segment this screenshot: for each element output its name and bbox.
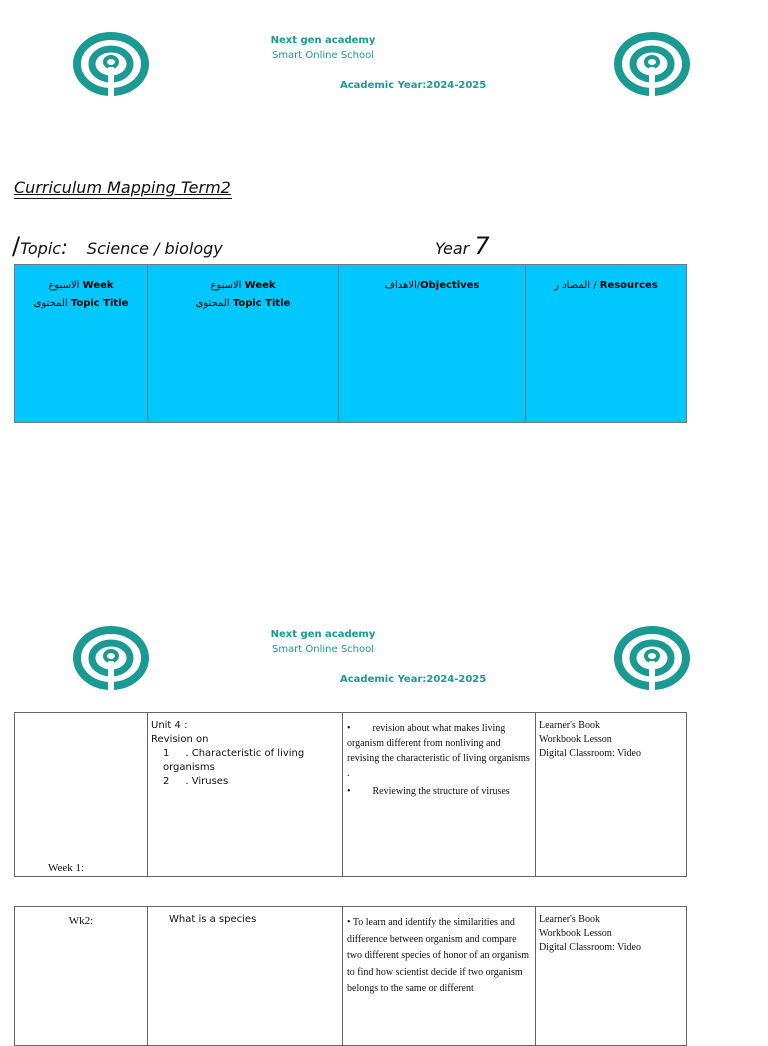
topic-value: Science / biology [86, 239, 223, 258]
week-label: Week [244, 280, 276, 291]
topic-item-1 [151, 747, 339, 775]
header-cell-week-topic-2 [148, 265, 339, 423]
school-header [250, 33, 396, 63]
objective-text: revision about what makes living organism different from nonliving and revising the characteristic of living organisms . [347, 723, 530, 779]
topic-label: Topic [20, 239, 62, 258]
topic-title-label: Topic Title [70, 298, 129, 309]
objectives-cell [343, 907, 536, 1046]
item-text: . Characteristic of living organisms [163, 748, 305, 773]
topic-colon: : [61, 235, 68, 259]
week-1-table [14, 712, 687, 877]
objective-text: Reviewing the structure of viruses [372, 786, 510, 797]
week-cell [15, 713, 148, 877]
year-line [435, 232, 490, 260]
resource-digital-classroom: Digital Classroom: Video [539, 942, 641, 953]
year-label: Year [435, 239, 470, 258]
week-2-table [14, 906, 687, 1046]
unit-label: Unit 4 : [151, 720, 188, 731]
week-ar-label: الاسبوع [210, 280, 242, 291]
document-title: Curriculum Mapping Term2 [14, 178, 231, 197]
resource-digital-classroom: Digital Classroom: Video [539, 748, 641, 759]
week-label: Wk2: [68, 915, 94, 927]
topic-slash: / [12, 232, 21, 260]
topic-text: What is a species [169, 914, 257, 925]
bullet: • [347, 786, 351, 797]
topic-cell [148, 907, 343, 1046]
header-cell-objectives [339, 265, 526, 423]
objectives-cell [343, 713, 536, 877]
school-name: Next gen academy [270, 35, 376, 46]
resources-label: Resources [599, 280, 658, 291]
topic-cell [148, 713, 343, 877]
item-text: . Viruses [185, 776, 229, 787]
item-number: 2 [163, 776, 170, 787]
topic-title-label: Topic Title [232, 298, 291, 309]
resource-workbook: Workbook Lesson [539, 734, 612, 745]
resources-cell [536, 713, 687, 877]
resource-learners-book: Learner's Book [539, 720, 600, 731]
school-header [250, 627, 396, 657]
school-subtitle: Smart Online School [271, 50, 375, 61]
academic-year: Academic Year:2024-2025 [340, 674, 487, 685]
header-cell-resources [526, 265, 687, 423]
school-subtitle: Smart Online School [271, 644, 375, 655]
topic-ar-label: المحتوى [33, 298, 68, 309]
topic-ar-label: المحتوى [195, 298, 230, 309]
item-number: 1 [163, 748, 170, 759]
academic-year: Academic Year:2024-2025 [340, 80, 487, 91]
school-logo-left [71, 31, 151, 97]
header-cell-week-topic-1 [15, 265, 148, 423]
topic-line [12, 232, 223, 260]
topic-item-2 [151, 775, 339, 789]
school-name: Next gen academy [270, 629, 376, 640]
objective-2 [347, 784, 531, 799]
week-label: Week [82, 280, 114, 291]
objectives-ar-label: الاهداف/ [384, 280, 421, 291]
year-value: 7 [474, 232, 490, 260]
resources-cell [536, 907, 687, 1046]
week-cell [15, 907, 148, 1046]
objectives-label: Objectives [420, 280, 480, 291]
school-logo-right [612, 31, 692, 97]
school-logo-left [71, 625, 151, 691]
objective-1 [347, 721, 531, 781]
resources-ar-label: المصاد ر [554, 280, 591, 291]
revision-label: Revision on [151, 734, 209, 745]
week-label: Week 1: [48, 862, 85, 874]
week-ar-label: الاسبوع [48, 280, 80, 291]
school-logo-right [612, 625, 692, 691]
curriculum-header-table [14, 264, 687, 423]
bullet: • [347, 723, 351, 734]
resource-workbook: Workbook Lesson [539, 928, 612, 939]
resources-separator: / [590, 280, 600, 291]
objective-text: • To learn and identify the similarities and difference between organism and compare two different species of honor of an organism to find how scientist decide if two organism belongs to the same or different [347, 917, 530, 994]
resource-learners-book: Learner's Book [539, 914, 600, 925]
